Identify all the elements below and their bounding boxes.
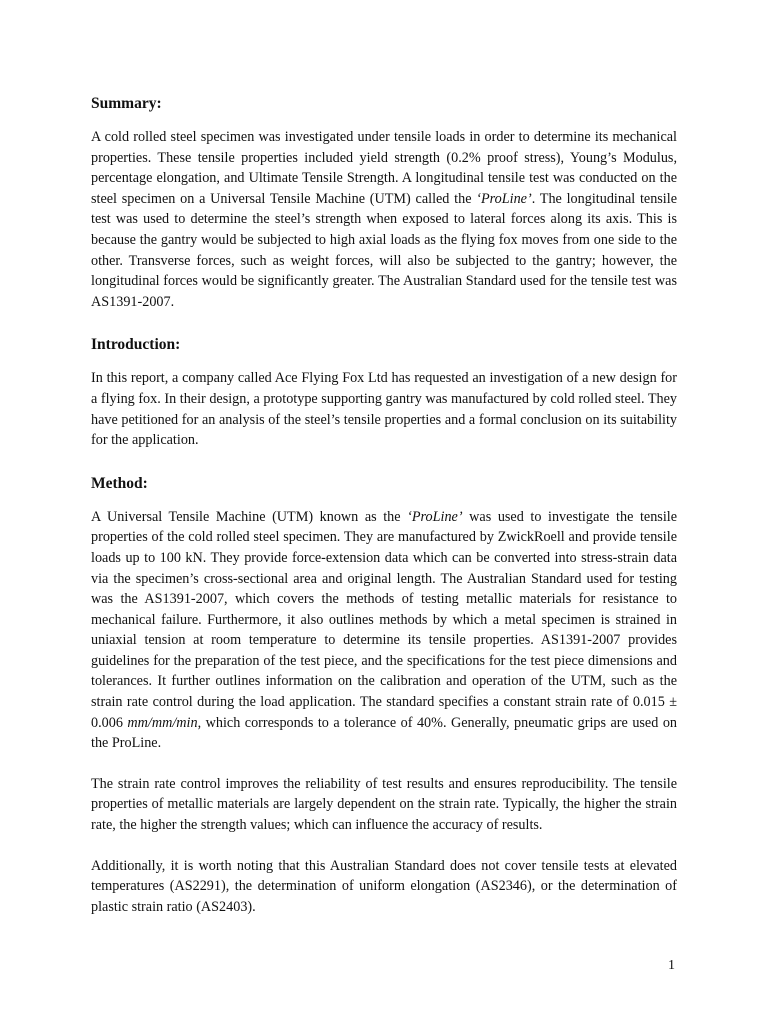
summary-text-part-2: . The longitudinal tensile test was used to determine the steel’s strength when exposed to lateral forces along its axis. This is because the gantry would be subjected to high axial loads as the flying fox moves from one side to the other. Transverse forces, such as weight forces, will also be subjected to the gantry; however, the longitudinal forces would be significantly greater. The Australian Standard used for the tensile test was AS1391-2007.	[91, 190, 677, 310]
paragraph-gap	[91, 754, 677, 774]
document-page	[91, 93, 677, 917]
summary-text-part-1: A cold rolled steel specimen was investigated under tensile loads in order to determine its mechanical properties. These tensile properties included yield strength (0.2% proof stress), Young’s Modulus, percentage elongation, and Ultimate Tensile Strength. A longitudinal tensile test was conducted on the steel specimen on a Universal Tensile Machine (UTM) called the	[91, 129, 677, 207]
method-section	[91, 473, 677, 918]
introduction-section	[91, 334, 677, 450]
proline-name: ‘ProLine’	[407, 508, 463, 525]
paragraph-gap	[91, 836, 677, 856]
summary-section	[91, 93, 677, 312]
method-paragraph-1	[91, 507, 677, 754]
method-text-part-3: , which corresponds to a tolerance of 40%. Generally, pneumatic grips are used on the ProLine.	[91, 714, 678, 752]
method-heading: Method:	[91, 474, 148, 492]
page-number: 1	[668, 958, 675, 973]
introduction-heading: Introduction:	[91, 336, 181, 354]
method-paragraph-3: Additionally, it is worth noting that this Australian Standard does not cover tensile tests at elevated temperatures (AS2291), the determination of uniform elongation (AS2346), or the determination of plastic strain ratio (AS2403).	[91, 857, 677, 915]
introduction-paragraph: In this report, a company called Ace Flying Fox Ltd has requested an investigation of a new design for a flying fox. In their design, a prototype supporting gantry was manufactured by cold rolled steel. They have petitioned for an analysis of the steel’s tensile properties and a formal conclusion on its suitability for the application.	[91, 370, 677, 449]
method-text-part-2: was used to investigate the tensile properties of the cold rolled steel specimen. They are manufactured by ZwickRoell and provide tensile loads up to 100 kN. They provide force-extension data which can be converted into stress-strain data via the specimen’s cross-sectional area and original length. The Australian Standard used for testing was the AS1391-2007, which covers the methods of testing metallic materials for resistance to mechanical failure. Furthermore, it also outlines methods by which a metal specimen is strained in uniaxial tension at room temperature to determine its tensile properties. AS1391-2007 provides guidelines for the preparation of the test piece, and the specifications for the test piece dimensions and tolerances. It further outlines information on the calibration and operation of the UTM, such as the strain rate control during the load application. The standard specifies a constant strain rate of 0.015 ± 0.006	[91, 508, 678, 731]
summary-paragraph	[91, 127, 677, 312]
proline-name: ‘ProLine’	[476, 190, 532, 207]
strain-rate-unit: mm/mm/min	[127, 714, 198, 731]
summary-heading: Summary:	[91, 95, 162, 112]
method-text-part-1: A Universal Tensile Machine (UTM) known as the	[91, 508, 408, 525]
method-paragraph-2: The strain rate control improves the reliability of test results and ensures reproducibility. The tensile properties of metallic materials are largely dependent on the strain rate. Typically, the higher the strain rate, the higher the strength values; which can influence the accuracy of results.	[91, 775, 677, 834]
